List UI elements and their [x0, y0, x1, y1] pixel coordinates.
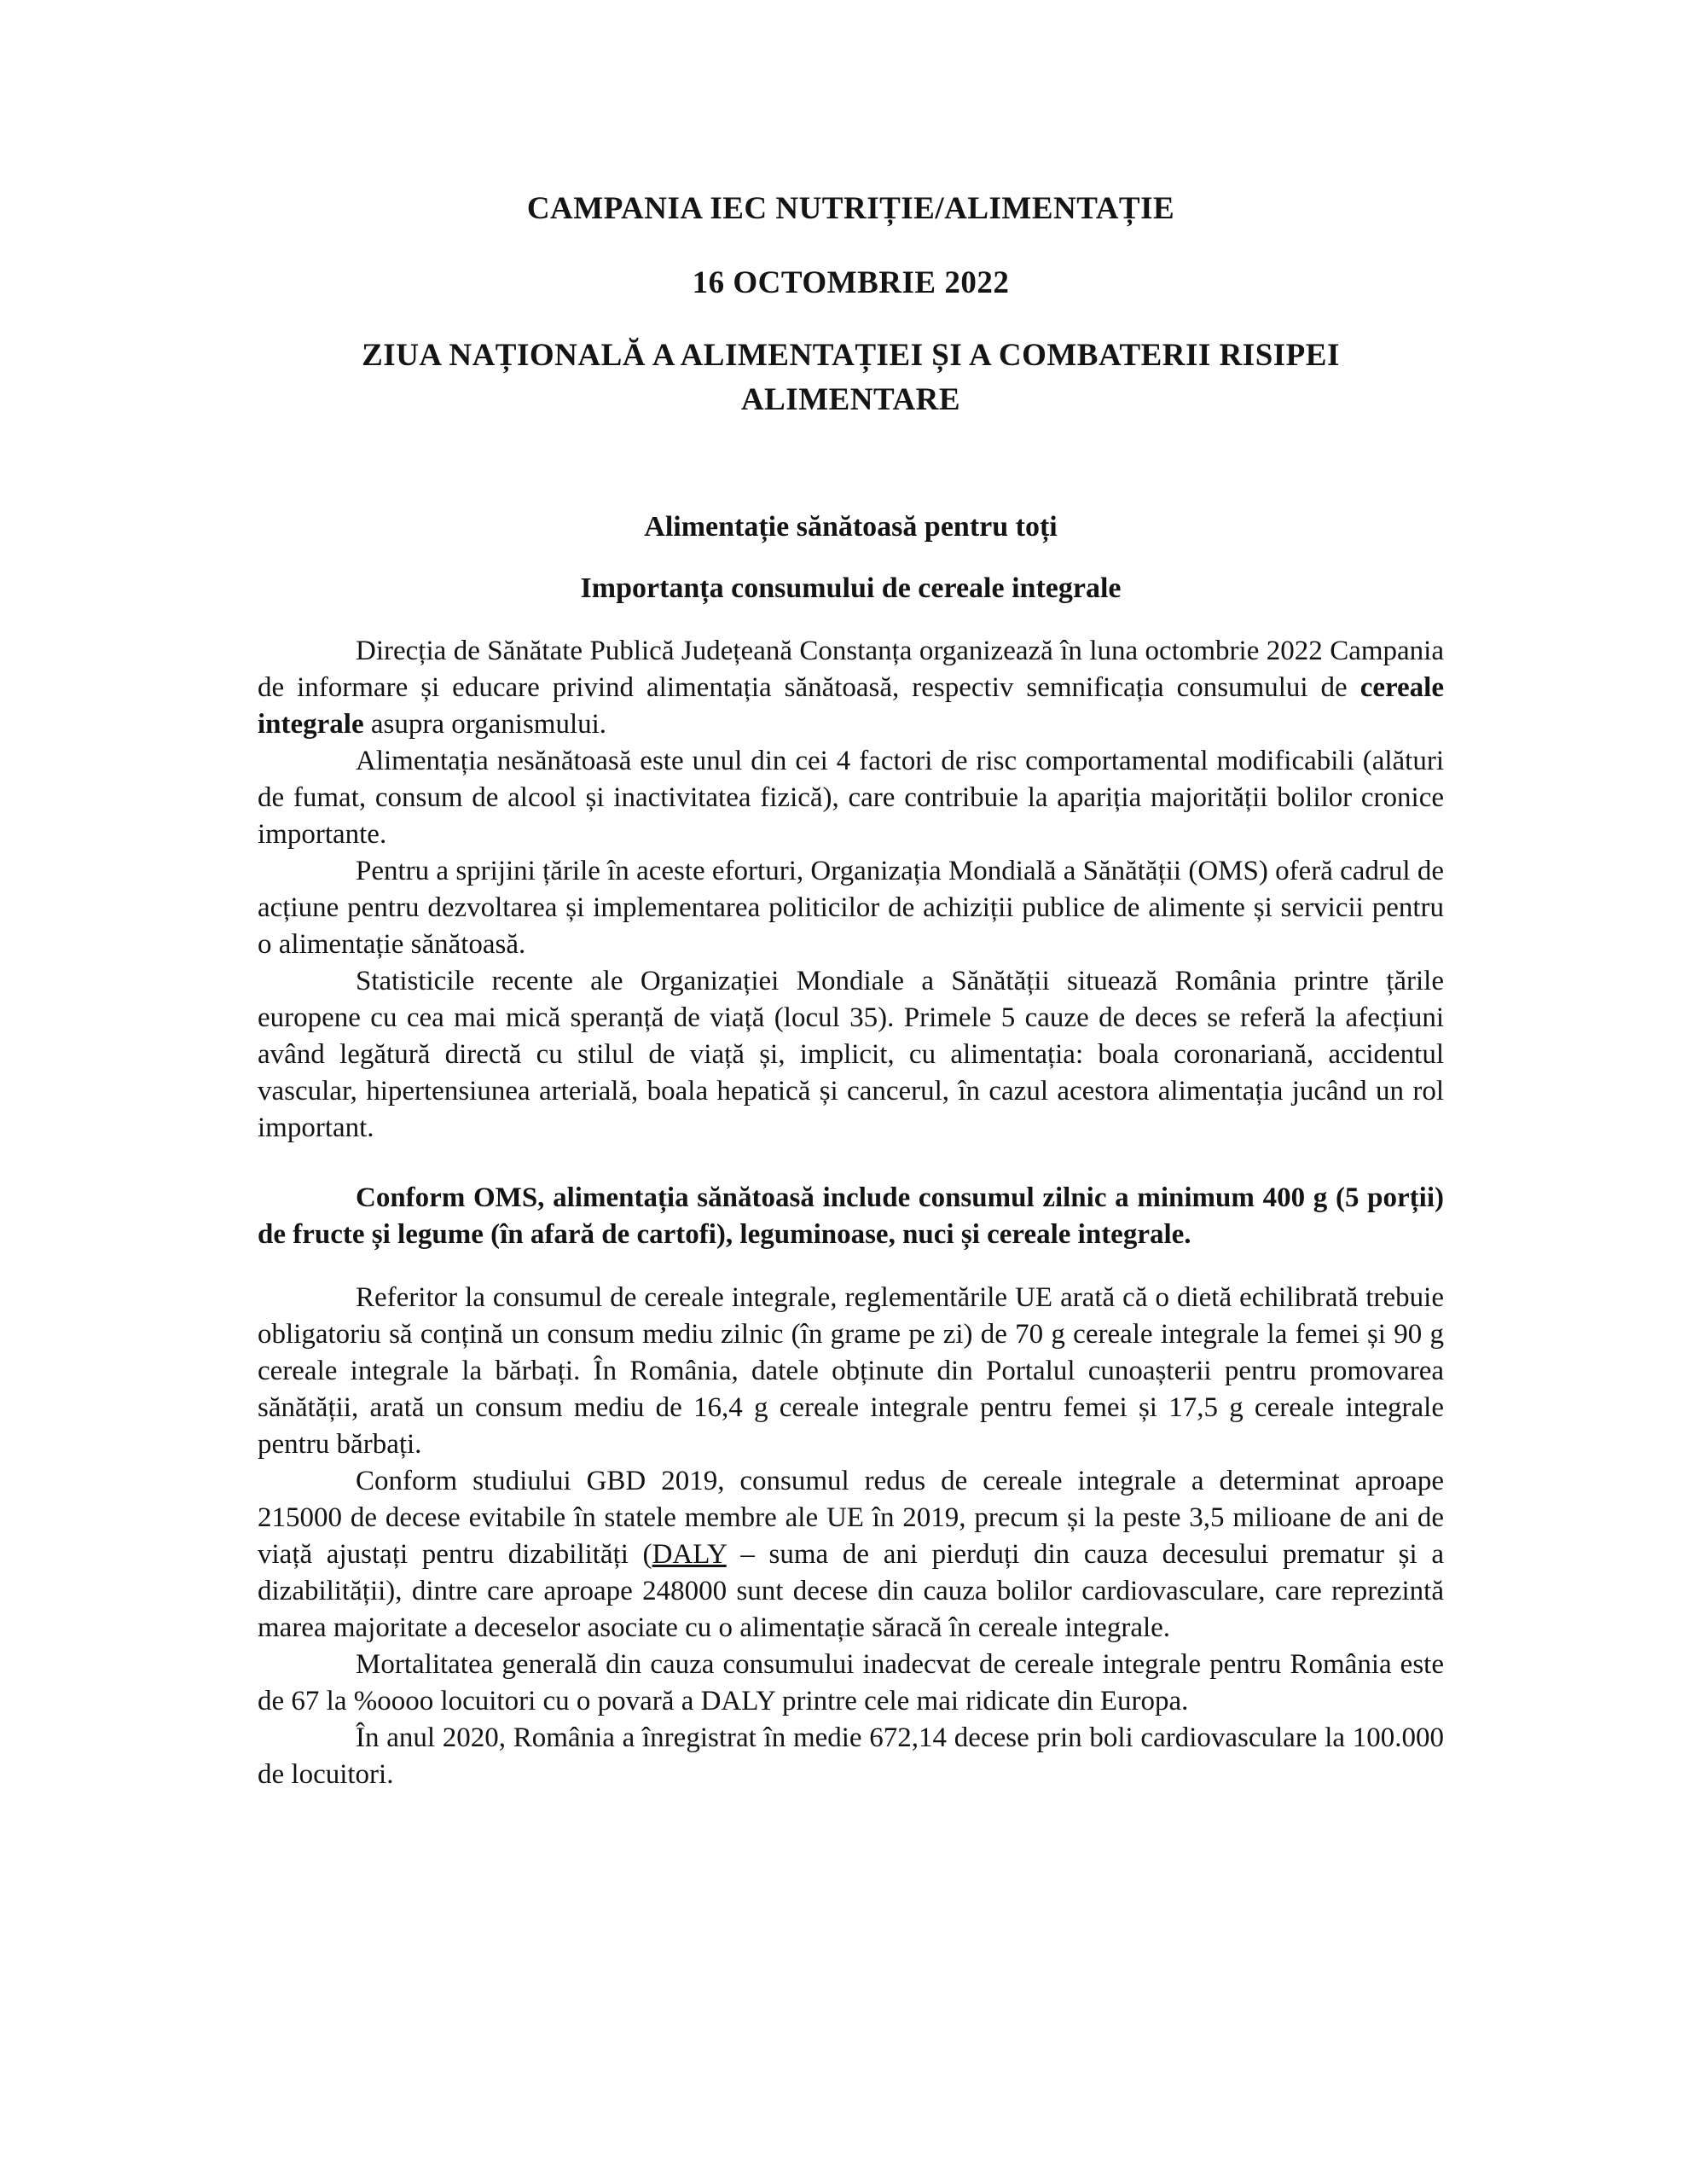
text-run: Pentru a sprijini țările în aceste eforturi, Organizația Mondială a Sănătății (OMS) oferă cadrul de acțiune pentru dezvoltarea și implementarea politicilor de achiziții publice de alimente și servicii pentru o alimentație sănătoasă.	[258, 856, 1444, 960]
paragraph-6	[258, 1280, 1444, 1463]
doc-title-date: 16 OCTOMBRIE 2022	[692, 265, 1010, 300]
document-body	[258, 633, 1444, 1793]
paragraph-9	[258, 1720, 1444, 1793]
text-run: asupra organismului.	[363, 709, 607, 740]
text-run: – suma de ani pierduți din cauza decesului prematur și a dizabilității), dintre care aproape 248000 sunt decese din cauza bolilor cardiovasculare, care reprezintă marea majoritate a deceselor asociate cu o alimentație săracă în cereale integrale.	[258, 1539, 1445, 1643]
text-run: Statisticile recente ale Organizației Mondiale a Sănătății situează România printre țările europene cu cea mai mică speranță de viață (locul 35). Primele 5 cauze de deces se referă la afecțiuni având legătură directă cu stilul de viață și, implicit, cu alimentația: boala coronariană, accidentul vascular, hipertensiunea arterială, boala hepatică și cancerul, în cazul acestora alimentația jucând un rol important.	[258, 966, 1444, 1143]
text-run: cereale integrale	[258, 672, 1444, 740]
paragraph-7	[258, 1463, 1444, 1647]
text-run: Alimentația nesănătoasă este unul din cei 4 factori de risc comportamental modificabili (alături de fumat, consum de alcool și inactivitatea fizică), care contribuie la apariția majorității bolilor cronice importante.	[258, 746, 1444, 850]
paragraph-8	[258, 1647, 1444, 1720]
doc-subtitle-wholegrain-importance: Importanța consumului de cereale integrale	[580, 572, 1122, 604]
doc-subtitle-healthy-eating: Alimentație sănătoasă pentru toți	[644, 511, 1058, 543]
paragraph-3	[258, 853, 1444, 963]
text-run: Referitor la consumul de cereale integrale, reglementările UE arată că o dietă echilibrată trebuie obligatoriu să conțină un consum mediu zilnic (în grame pe zi) de 70 g cereale integrale la femei și 90 g cereale integrale la bărbați. În România, datele obținute din Portalul cunoașterii pentru promovarea sănătății, arată un consum mediu de 16,4 g cereale integrale pentru femei și 17,5 g cereale integrale pentru bărbați.	[258, 1282, 1444, 1460]
paragraph-4	[258, 963, 1444, 1147]
text-run: Conform studiului GBD 2019, consumul redus de cereale integrale a determinat aproape 215000 de decese evitabile în statele membre ale UE în 2019, precum și la peste 3,5 milioane de ani de viață ajustați pentru dizabilități (	[258, 1466, 1444, 1570]
paragraph-2	[258, 743, 1444, 853]
underlined-term: DALY	[652, 1539, 727, 1570]
doc-title-campaign: CAMPANIA IEC NUTRIȚIE/ALIMENTAȚIE	[526, 191, 1175, 226]
text-run: Direcția de Sănătate Publică Județeană Constanța organizează în luna octombrie 2022 Campania de informare și educare privind alimentația sănătoasă, respectiv semnificația consumului de	[258, 636, 1444, 703]
paragraph-5	[258, 1180, 1444, 1253]
text-run: Mortalitatea generală din cauza consumului inadecvat de cereale integrale pentru România este de 67 la %oooo locuitori cu o povară a DALY printre cele mai ridicate din Europa.	[258, 1649, 1444, 1716]
text-run: În anul 2020, România a înregistrat în medie 672,14 decese prin boli cardiovasculare la 100.000 de locuitori.	[258, 1722, 1444, 1790]
doc-title-national-day: ZIUA NAȚIONALĂ A ALIMENTAȚIEI ȘI A COMBATERII RISIPEI ALIMENTARE	[362, 338, 1340, 417]
paragraph-1	[258, 633, 1444, 743]
text-run: Conform OMS, alimentația sănătoasă include consumul zilnic a minimum 400 g (5 porții) de fructe și legume (în afară de cartofi), leguminoase, nuci și cereale integrale.	[258, 1182, 1444, 1250]
